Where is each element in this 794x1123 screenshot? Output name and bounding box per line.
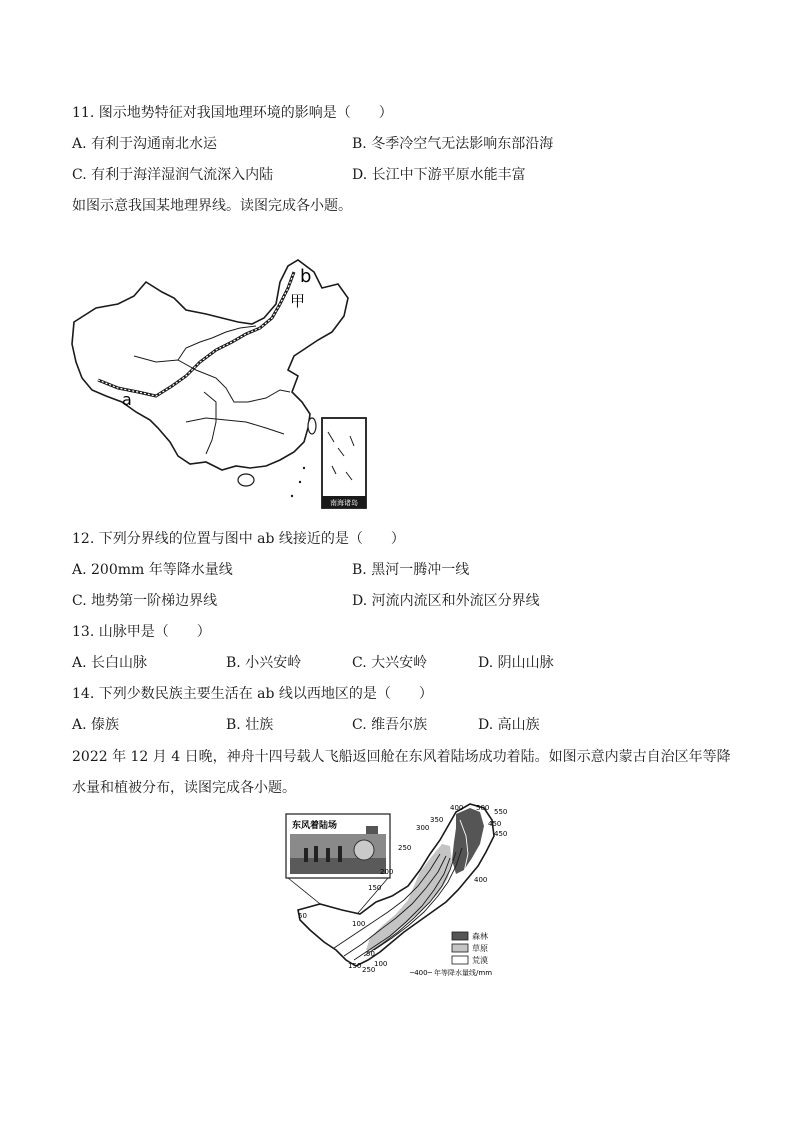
iso-label: 100 xyxy=(352,920,366,928)
iso-label: 150 xyxy=(348,962,362,970)
inset-caption: 南海诸岛 xyxy=(330,499,358,507)
iso-label: 400 xyxy=(474,876,488,884)
iso-label: 150 xyxy=(368,884,382,892)
q12-option-a[interactable]: A. 200mm 年等降水量线 xyxy=(72,562,233,578)
legend-grass: 草原 xyxy=(472,944,488,953)
iso-label: 250 xyxy=(362,966,376,974)
iso-label: 450 xyxy=(488,820,502,828)
china-map-figure xyxy=(66,252,378,514)
q13-option-c[interactable]: C. 大兴安岭 xyxy=(352,655,428,671)
intro-text-2-line2: 水量和植被分布，读图完成各小题。 xyxy=(72,780,296,796)
iso-label: 100 xyxy=(374,960,388,968)
q13-stem: 13. 山脉甲是（ ） xyxy=(72,624,211,640)
q14-option-c[interactable]: C. 维吾尔族 xyxy=(352,717,428,733)
iso-label: 550 xyxy=(494,808,508,816)
label-a: a xyxy=(122,390,132,409)
q12-option-b[interactable]: B. 黑河一腾冲一线 xyxy=(352,562,470,578)
q11-option-a[interactable]: A. 有利于沟通南北水运 xyxy=(72,136,218,152)
q14-option-a[interactable]: A. 傣族 xyxy=(72,717,120,733)
inner-mongolia-map-figure xyxy=(280,800,520,980)
q13-option-d[interactable]: D. 阴山山脉 xyxy=(478,655,554,671)
q11-stem: 11. 图示地势特征对我国地理环境的影响是（ ） xyxy=(72,105,393,121)
china-outline xyxy=(72,260,348,470)
iso-label: 250 xyxy=(398,844,412,852)
iso-label: 300 xyxy=(416,824,430,832)
iso-label: 500 xyxy=(476,804,490,812)
iso-label: 350 xyxy=(430,816,444,824)
iso-label: 200 xyxy=(380,868,394,876)
q13-option-b[interactable]: B. 小兴安岭 xyxy=(226,655,302,671)
label-b: b xyxy=(300,266,312,287)
q13-option-a[interactable]: A. 长白山脉 xyxy=(72,655,148,671)
q14-option-d[interactable]: D. 高山族 xyxy=(478,717,540,733)
q14-option-b[interactable]: B. 壮族 xyxy=(226,717,274,733)
q14-stem: 14. 下列少数民族主要生活在 ab 线以西地区的是（ ） xyxy=(72,686,433,702)
q11-option-c[interactable]: C. 有利于海洋湿润气流深入内陆 xyxy=(72,167,274,183)
iso-label: 400 xyxy=(450,804,464,812)
photo-title: 东风着陆场 xyxy=(292,821,338,831)
q12-option-c[interactable]: C. 地势第一阶梯边界线 xyxy=(72,593,218,609)
q11-option-b[interactable]: B. 冬季冷空气无法影响东部沿海 xyxy=(352,136,554,152)
label-jia: 甲 xyxy=(290,292,306,310)
q12-stem: 12. 下列分界线的位置与图中 ab 线接近的是（ ） xyxy=(72,531,405,547)
iso-label: 50 xyxy=(366,950,375,958)
legend-forest: 森林 xyxy=(472,932,488,941)
legend xyxy=(409,931,492,977)
intro-text-2-line1: 2022 年 12 月 4 日晚，神舟十四号载人飞船返回舱在东风着陆场成功着陆。如图示意内蒙古自治区年等降 xyxy=(72,749,731,765)
q12-option-d[interactable]: D. 河流内流区和外流区分界线 xyxy=(352,593,540,609)
iso-label: 450 xyxy=(494,830,508,838)
q11-option-d[interactable]: D. 长江中下游平原水能丰富 xyxy=(352,167,526,183)
intro-text-1: 如图示意我国某地理界线。读图完成各小题。 xyxy=(72,198,352,214)
iso-label: 50 xyxy=(298,912,307,920)
legend-isoline: ─400─ 年等降水量线/mm xyxy=(410,969,493,977)
legend-desert: 荒漠 xyxy=(472,956,488,965)
south-sea-inset xyxy=(322,418,366,508)
capsule xyxy=(354,840,374,860)
